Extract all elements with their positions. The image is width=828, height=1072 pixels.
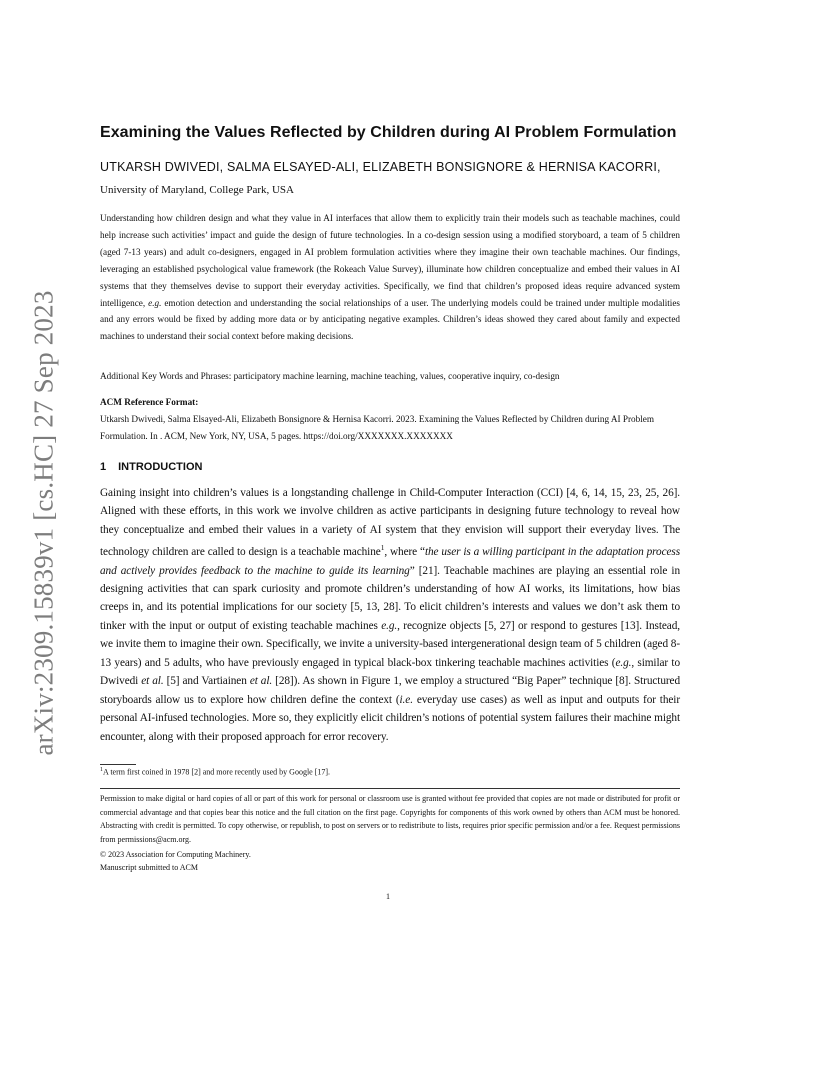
- abstract-text-2: emotion detection and understanding the social relationships of a user. The underlying models could be trained under multiple modalities and any errors would be fixed by adding more data or by anticipating negative examples. Children’s ideas showed they cared about family and expected machines to understand their social context before making decisions.: [100, 297, 681, 342]
- paper-affiliation: University of Maryland, College Park, USA: [100, 184, 294, 196]
- manuscript-note: Manuscript submitted to ACM: [100, 863, 198, 872]
- page-number: 1: [386, 892, 390, 901]
- abstract-text-1: Understanding how children design and what they value in AI interfaces that allow them to explicitly train their models such as teachable machines, could help increase such activities’ impact and guide the design of future technologies. In a co-design session using a modified storyboard, a team of 5 children (aged 7-13 years) and adult co-designers, engaged in AI problem formulation activities where they imagine their own teachable machines. Our findings, leveraging an established psychological value framework (the Rokeach Value Survey), illuminate how children conceptualize and embed their values in AI systems that they themselves devise to support their everyday activities. Specifically, we find that children’s proposed ideas require advanced system intelligence,: [100, 213, 680, 308]
- section-number: 1: [100, 461, 107, 473]
- intro-text-3: ” [21]. Teachable machines are playing an essential role in designing activities that can spark curiosity and promote children’s understanding of how AI works, its limitations, how bias creeps in, and its potential implications for our society [5, 13, 28]. To elicit children’s interests and values we don’t ask them to tinker with the input or output of existing teachable machines: [100, 564, 680, 632]
- intro-ie: i.e.: [399, 693, 413, 706]
- section-heading-introduction: [100, 461, 202, 473]
- intro-text-4: , recognize objects [5, 27] or respond to gestures [13]. Instead, we invite them to imagine their own. Specifically, we invite a university-based intergenerational design team of 5 children (aged 8-13 years) and 5 adults, who have previously engaged in typical black-box tinkering teachable machines activities (: [100, 619, 680, 669]
- intro-eg: e.g.: [381, 619, 398, 632]
- footnote-number: 1: [100, 767, 103, 773]
- paper-title: Examining the Values Reflected by Children during AI Problem Formulation: [100, 124, 677, 141]
- footnote-marker: 1: [380, 543, 385, 553]
- intro-text-5: , similar to Dwivedi: [100, 656, 680, 688]
- arxiv-identifier-stamp: [24, 286, 64, 760]
- permissions-notice: Permission to make digital or hard copies of all or part of this work for personal or classroom use is granted without fee provided that copies are not made or distributed for profit or commercial advantage and that copies bear this notice and the full citation on the first page. Copyrights for components of this work owned by others than ACM must be honored. Abstracting with credit is permitted. To copy otherwise, or republish, to post on servers or to redistribute to lists, requires prior specific permission and/or a fee. Request permissions from permissions@acm.org.: [100, 794, 680, 844]
- introduction-paragraph: [100, 484, 680, 746]
- keywords: Additional Key Words and Phrases: participatory machine learning, machine teaching, values, cooperative inquiry, co-design: [100, 371, 560, 381]
- intro-etal-1: et al.: [141, 675, 164, 688]
- footnote-text: A term first coined in 1978 [2] and more recently used by Google [17].: [103, 767, 331, 777]
- copyright-notice: © 2023 Association for Computing Machinery.: [100, 850, 251, 859]
- intro-etal-2: et al.: [249, 675, 273, 688]
- section-title: INTRODUCTION: [118, 461, 203, 473]
- arxiv-identifier-text: arXiv:2309.15839v1 [cs.HC] 27 Sep 2023: [28, 290, 59, 756]
- intro-text-6: [5] and Vartiainen: [163, 675, 250, 688]
- intro-text-7: [28]). As shown in Figure 1, we employ a structured “Big Paper” technique [8]. Structured storyboards allow us to explore how children define the context (: [100, 675, 681, 706]
- footnote: [100, 767, 330, 777]
- intro-text-2: , where “: [384, 546, 425, 559]
- paper-authors: UTKARSH DWIVEDI, SALMA ELSAYED-ALI, ELIZABETH BONSIGNORE & HERNISA KACORRI,: [100, 160, 661, 174]
- footnote-divider: [100, 764, 136, 765]
- intro-eg-2: e.g.: [615, 656, 632, 669]
- abstract: [100, 210, 680, 345]
- acm-reference-text: Utkarsh Dwivedi, Salma Elsayed-Ali, Elizabeth Bonsignore & Hernisa Kacorri. 2023. Examining the Values Reflected by Children during AI Problem Formulation. In . ACM, New York, NY, USA, 5 pages. https://doi.org/XXXXXXX.XXXXXXX: [100, 414, 655, 441]
- permissions-divider: [100, 788, 680, 789]
- abstract-eg: e.g.: [148, 297, 162, 308]
- acm-reference-heading: ACM Reference Format:: [100, 397, 199, 407]
- intro-quote: the user is a willing participant in the adaptation process and actively provides feedback to the machine to guide its learning: [100, 546, 680, 577]
- intro-text-1: Gaining insight into children’s values is a longstanding challenge in Child-Computer Interaction (CCI) [4, 6, 14, 15, 23, 25, 26]. Aligned with these efforts, in this work we involve children as active participants in designing future technology to reveal how they conceptualize and embed their values in a variety of AI system that they envision will support their everyday lives. The technology children are called to design is a teachable machine: [100, 487, 680, 559]
- intro-text-8: everyday use cases) as well as input and outputs for their personal AI-infused technologies. More so, they explicitly elicit children’s notions of potential system failures their machine might encounter, along with their proposed approach for error recovery.: [100, 693, 681, 743]
